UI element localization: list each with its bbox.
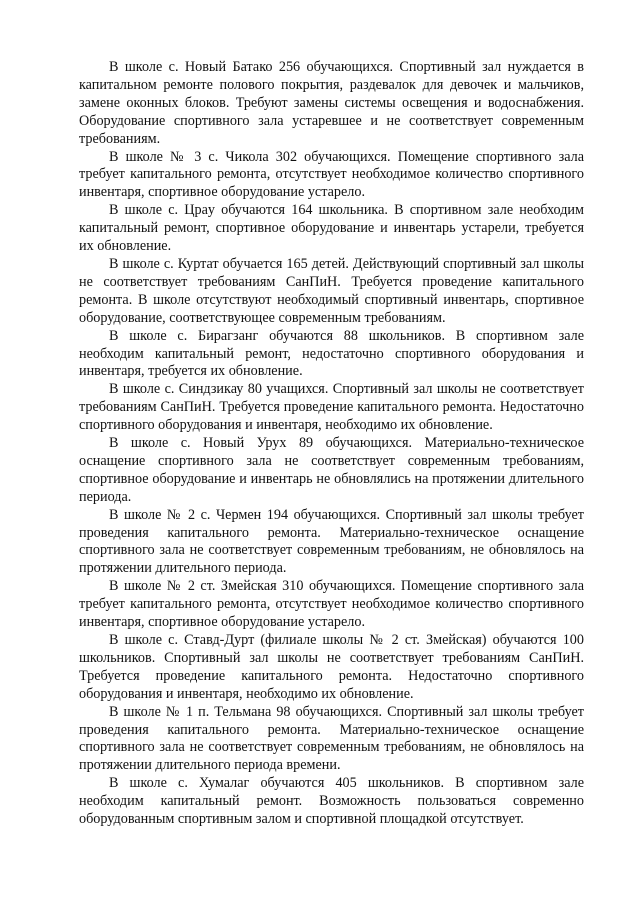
- paragraph-stavd-durt: В школе с. Ставд-Дурт (филиале школы № 2 ст. Змейская) обучаются 100 школьников. Спортивный зал школы не соответствует требованиям СанПиН. Требуется проведение капитального ремонта. Недостаточно спортивного оборудования и инвентаря, необходимо их обновление.: [79, 632, 584, 702]
- paragraph-khumalag: В школе с. Хумалаг обучаются 405 школьников. В спортивном зале необходим капитальный ремонт. Возможность пользоваться современно оборудованным спортивным залом и спортивной площадкой отсутствует.: [79, 775, 584, 828]
- paragraph-sindzikau: В школе с. Синдзикау 80 учащихся. Спортивный зал школы не соответствует требованиям СанПиН. Требуется проведение капитального ремонта. Недостаточно спортивного оборудования и инвентаря, необходимо их обновление.: [79, 381, 584, 434]
- paragraph-chikola: В школе № 3 с. Чикола 302 обучающихся. Помещение спортивного зала требует капитального ремонта, отсутствует необходимое количество спортивного инвентаря, спортивное оборудование устарело.: [79, 148, 584, 201]
- paragraph-novy-batako: В школе с. Новый Батако 256 обучающихся. Спортивный зал нуждается в капитальном ремонте полового покрытия, раздевалок для девочек и мальчиков, замене оконных блоков. Требуют замены системы освещения и водоснабжения. Оборудование спортивного зала устаревшее и не соответствует современным требованиям.: [79, 59, 584, 147]
- paragraph-zmeyskaya: В школе № 2 ст. Змейская 310 обучающихся. Помещение спортивного зала требует капитального ремонта, отсутствует необходимое количество спортивного инвентаря, спортивное оборудование устарело.: [79, 578, 584, 631]
- paragraph-biragzang: В школе с. Бирагзанг обучаются 88 школьников. В спортивном зале необходим капитальный ремонт, недостаточно спортивного оборудования и инвентаря, требуется их обновление.: [79, 327, 584, 380]
- paragraph-tsrau: В школе с. Цpay обучаются 164 школьника. В спортивном зале необходим капитальный ремонт, спортивное оборудование и инвентарь устарели, требуется их обновление.: [79, 202, 584, 255]
- paragraph-telmana: В школе № 1 п. Тельмана 98 обучающихся. Спортивный зал школы требует проведения капитального ремонта. Материально-техническое оснащение спортивного зала не соответствует современным требованиям, не обновлялось на протяжении длительного периода времени.: [79, 703, 584, 774]
- paragraph-novy-urukh: В школе с. Новый Урух 89 обучающихся. Материально-техническое оснащение спортивного зала не соответствует современным требованиям, спортивное оборудование и инвентарь не обновлялись на протяжении длительного периода.: [79, 435, 584, 505]
- document-body: [79, 59, 584, 829]
- paragraph-chermen: В школе № 2 с. Чермен 194 обучающихся. Спортивный зал школы требует проведения капитального ремонта. Материально-техническое оснащение спортивного зала не соответствует современным требованиям, не обновлялось на протяжении длительного периода.: [79, 506, 584, 577]
- paragraph-kurtat: В школе с. Куртат обучается 165 детей. Действующий спортивный зал школы не соответствует требованиям СанПиН. Требуется проведение капитального ремонта. В школе отсутствуют необходимый спортивный инвентарь, спортивное оборудование, соответствующее современным требованиям.: [79, 255, 584, 326]
